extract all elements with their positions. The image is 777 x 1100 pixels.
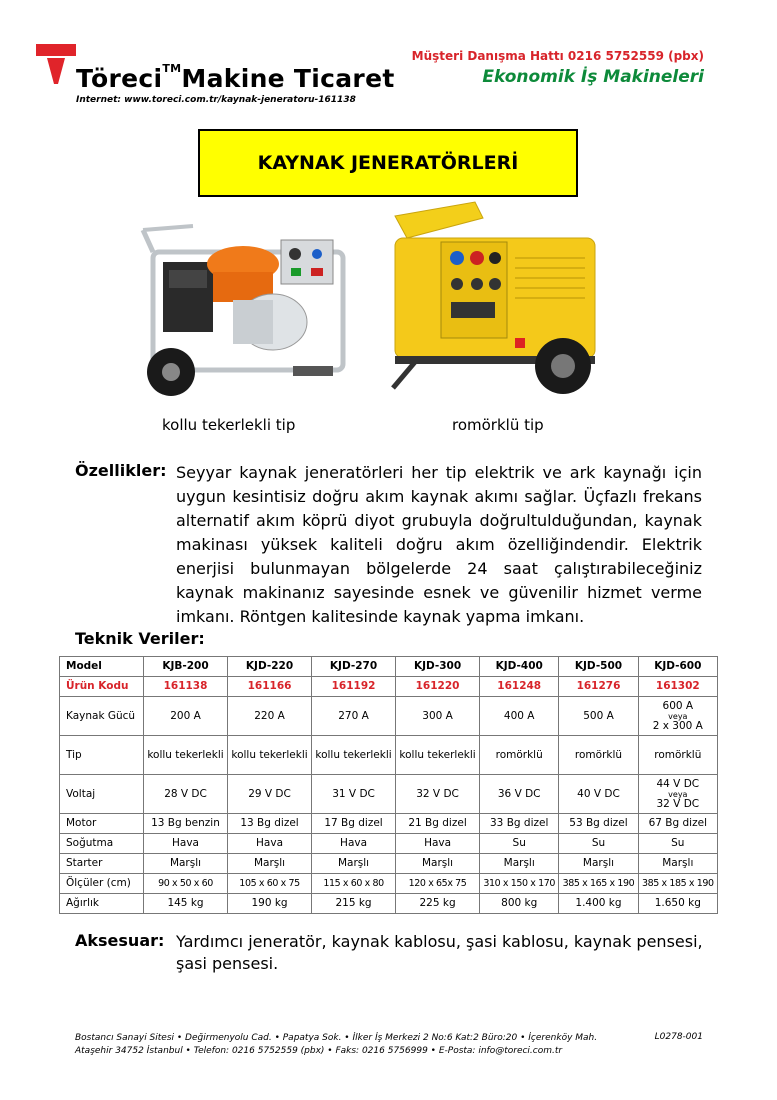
row-label: Motor [60, 814, 144, 834]
table-cell: 400 A [480, 697, 559, 736]
table-cell: 500 A [559, 697, 638, 736]
row-label: Tip [60, 736, 144, 775]
table-cell: 1.650 kg [638, 894, 717, 914]
row-label: Starter [60, 854, 144, 874]
table-cell: 44 V DC veya 32 V DC [638, 775, 717, 814]
table-cell: 67 Bg dizel [638, 814, 717, 834]
footer-line-2: Ataşehir 34752 İstanbul • Telefon: 0216 5752559 (pbx) • Faks: 0216 5756999 • E-Posta: info@toreci.com.tr [75, 1046, 563, 1056]
table-cell: 190 kg [228, 894, 312, 914]
document-number: L0278-001 [654, 1032, 703, 1042]
row-label: Ölçüler (cm) [60, 874, 144, 894]
table-cell: 17 Bg dizel [312, 814, 396, 834]
table-cell: Marşlı [312, 854, 396, 874]
table-cell: romörklü [559, 736, 638, 775]
table-cell: Su [638, 834, 717, 854]
handle-wheeled-generator-image [133, 212, 361, 408]
table-cell: 13 Bg benzin [144, 814, 228, 834]
row-label: Soğutma [60, 834, 144, 854]
table-cell: 200 A [144, 697, 228, 736]
trailer-generator-image [385, 198, 613, 408]
table-cell: 270 A [312, 697, 396, 736]
table-row-voltage [60, 775, 718, 814]
table-cell: 225 kg [396, 894, 480, 914]
table-row-model [60, 657, 718, 677]
model-cell: KJD-400 [480, 657, 559, 677]
table-cell: 220 A [228, 697, 312, 736]
row-label: Voltaj [60, 775, 144, 814]
table-cell: 310 x 150 x 170 [480, 874, 559, 894]
table-cell: Marşlı [480, 854, 559, 874]
row-label: Model [60, 657, 144, 677]
table-cell: 161138 [144, 677, 228, 697]
table-cell: 385 x 185 x 190 [638, 874, 717, 894]
table-cell: 161166 [228, 677, 312, 697]
table-cell: 161192 [312, 677, 396, 697]
table-cell: 29 V DC [228, 775, 312, 814]
table-cell: Marşlı [396, 854, 480, 874]
brand-name: Töreci™Makine Ticaret [76, 62, 395, 93]
table-cell: 800 kg [480, 894, 559, 914]
table-row-motor [60, 814, 718, 834]
table-cell: romörklü [480, 736, 559, 775]
model-cell: KJD-500 [559, 657, 638, 677]
features-label: Özellikler: [75, 461, 167, 480]
model-cell: KJD-600 [638, 657, 717, 677]
table-cell: kollu tekerlekli [144, 736, 228, 775]
table-row-cooling [60, 834, 718, 854]
image-caption-wheeled: kollu tekerlekli tip [162, 416, 296, 434]
table-cell: 31 V DC [312, 775, 396, 814]
table-cell: Hava [312, 834, 396, 854]
customer-hotline: Müşteri Danışma Hattı 0216 5752559 (pbx) [411, 49, 704, 63]
page-title: KAYNAK JENERATÖRLERİ [257, 152, 519, 174]
table-cell: Marşlı [559, 854, 638, 874]
image-caption-trailer: romörklü tip [452, 416, 544, 434]
table-cell: 53 Bg dizel [559, 814, 638, 834]
table-cell: Hava [144, 834, 228, 854]
table-cell: 90 x 50 x 60 [144, 874, 228, 894]
table-cell: 145 kg [144, 894, 228, 914]
footer-address [75, 1032, 597, 1058]
table-cell: 28 V DC [144, 775, 228, 814]
table-cell: 1.400 kg [559, 894, 638, 914]
technical-data-table [59, 656, 718, 914]
table-cell: Marşlı [144, 854, 228, 874]
row-label: Ürün Kodu [60, 677, 144, 697]
table-cell: 385 x 165 x 190 [559, 874, 638, 894]
table-cell: kollu tekerlekli [228, 736, 312, 775]
model-cell: KJB-200 [144, 657, 228, 677]
footer-line-1: Bostancı Sanayi Sitesi • Değirmenyolu Cad. • Papatya Sok. • İlker İş Merkezi 2 No:6 Kat:2 Büro:20 • İçerenköy Mah. [75, 1033, 598, 1043]
table-cell: Hava [396, 834, 480, 854]
features-text: Seyyar kaynak jeneratörleri her tip elektrik ve ark kaynağı için uygun kesintisiz doğru akım kaynak akımı sağlar. Üçfazlı frekans alternatif akım köprü diyot grubuyla doğrultulduğundan, kaynak makinası yüksek kaliteli doğru akım özelliğindendir. Elektrik enerjisi bulunmayan bölgelerde 24 saat çalıştırabileceğiniz kaynak makinanız sayesinde esnek ve güvenilir hizmet verme imkanı. Röntgen kalitesinde kaynak yapma imkanı. [176, 463, 702, 626]
slogan: Ekonomik İş Makineleri [482, 67, 704, 87]
table-cell: Marşlı [638, 854, 717, 874]
table-cell: Hava [228, 834, 312, 854]
table-row-welding-power [60, 697, 718, 736]
toreci-logo-icon [36, 44, 78, 86]
table-cell: romörklü [638, 736, 717, 775]
table-cell: kollu tekerlekli [312, 736, 396, 775]
table-cell: 161220 [396, 677, 480, 697]
table-cell: 33 Bg dizel [480, 814, 559, 834]
accessories-label: Aksesuar: [75, 931, 165, 950]
table-cell: 32 V DC [396, 775, 480, 814]
website-url[interactable]: Internet: www.toreci.com.tr/kaynak-jeneratoru-161138 [76, 95, 356, 105]
row-label: Kaynak Gücü [60, 697, 144, 736]
row-label: Ağırlık [60, 894, 144, 914]
table-cell: 36 V DC [480, 775, 559, 814]
table-cell: 600 A veya 2 x 300 A [638, 697, 717, 736]
model-cell: KJD-270 [312, 657, 396, 677]
table-cell: Marşlı [228, 854, 312, 874]
table-cell: 105 x 60 x 75 [228, 874, 312, 894]
table-cell: 215 kg [312, 894, 396, 914]
table-row-starter [60, 854, 718, 874]
table-cell: Su [480, 834, 559, 854]
table-row-product-code [60, 677, 718, 697]
table-cell: 161276 [559, 677, 638, 697]
table-cell: 115 x 60 x 80 [312, 874, 396, 894]
table-cell: 161302 [638, 677, 717, 697]
table-cell: Su [559, 834, 638, 854]
table-cell: 120 x 65x 75 [396, 874, 480, 894]
accessories-text: Yardımcı jeneratör, kaynak kablosu, şasi kablosu, kaynak pensesi, şasi pensesi. [176, 932, 703, 973]
technical-data-label: Teknik Veriler: [75, 629, 205, 648]
table-cell: 161248 [480, 677, 559, 697]
table-row-type [60, 736, 718, 775]
trademark-symbol: TM [162, 62, 182, 75]
table-cell: 40 V DC [559, 775, 638, 814]
table-cell: 21 Bg dizel [396, 814, 480, 834]
page-title-box [198, 129, 578, 197]
table-cell: kollu tekerlekli [396, 736, 480, 775]
table-cell: 13 Bg dizel [228, 814, 312, 834]
model-cell: KJD-220 [228, 657, 312, 677]
table-row-dimensions [60, 874, 718, 894]
table-row-weight [60, 894, 718, 914]
table-cell: 300 A [396, 697, 480, 736]
model-cell: KJD-300 [396, 657, 480, 677]
